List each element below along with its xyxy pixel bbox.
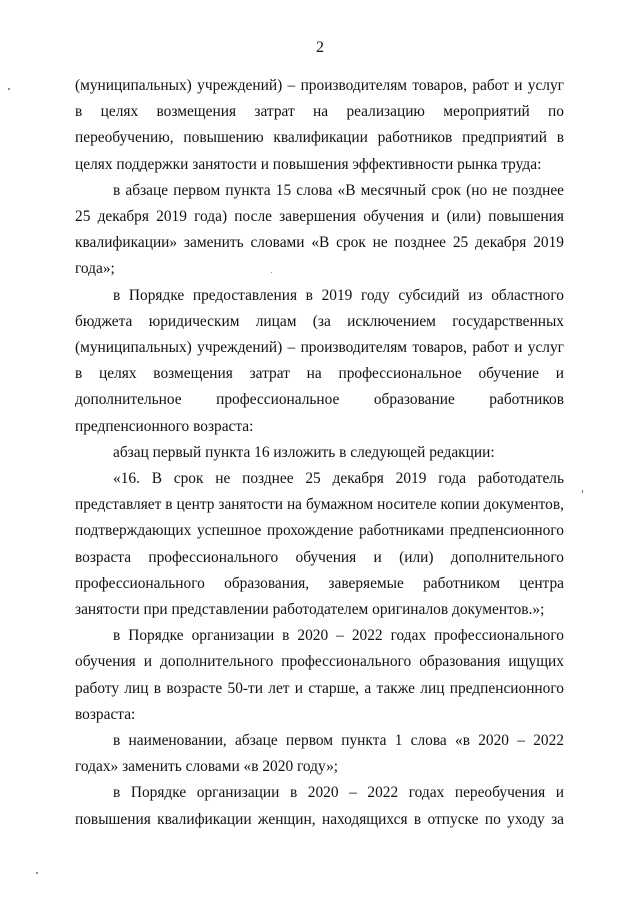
paragraph-item-16-intro: абзац первый пункта 16 изложить в следующей редакции: bbox=[113, 443, 495, 461]
scan-speck bbox=[582, 490, 583, 493]
scan-speck bbox=[271, 272, 272, 273]
scan-speck bbox=[8, 88, 10, 90]
paragraph-item-16-text: «16. В срок не позднее 25 декабря 2019 года работодатель представляет в центр занятости на бумажном носителе копии документов, подтверждающих успешное прохождение работниками предпенсионного возраста профессионального обучения и (или) дополнительного профессионального образования, заверяемые работником центра занятости при представлении работодателем оригиналов документов.»; bbox=[75, 470, 564, 619]
paragraph-continuation: (муниципальных) учреждений) – производителям товаров, работ и услуг в целях возмещения затрат на реализацию мероприятий по переобучению, повышению квалификации работников предприятий в целях поддержки занятости и повышения эффективности рынка труда: bbox=[75, 77, 564, 173]
paragraph-title-amendment: в наименовании, абзаце первом пункта 1 слова «в 2020 – 2022 годах» заменить словами «в 2020 году»; bbox=[75, 732, 564, 776]
paragraph-order-training-2020-2022: в Порядке организации в 2020 – 2022 годах профессионального обучения и дополнительного профессионального образования ищущих работу лиц в возрасте 50-ти лет и старше, а также лиц предпенсионного возраста: bbox=[75, 627, 564, 723]
document-body bbox=[75, 73, 564, 833]
paragraph-amendment-item-15: в абзаце первом пункта 15 слова «В месячный срок (но не позднее 25 декабря 2019 года) после завершения обучения и (или) повышения квалификации» заменить словами «В срок не позднее 25 декабря 2019 года»; bbox=[75, 181, 564, 278]
scan-speck bbox=[36, 872, 38, 874]
paragraph-order-subsidies-2019: в Порядке предоставления в 2019 году субсидий из областного бюджета юридическим лицам (за исключением государственных (муниципальных) учреждений) – производителям товаров, работ и услуг в целях возмещения затрат на профессиональное обучение и дополнительное профессиональное образование работников предпенсионного возраста: bbox=[75, 286, 564, 435]
paragraph-order-women-retraining: в Порядке организации в 2020 – 2022 годах переобучения и повышения квалификации женщин, находящихся в отпуске по уходу за bbox=[75, 784, 564, 828]
page-number: 2 bbox=[316, 39, 324, 56]
